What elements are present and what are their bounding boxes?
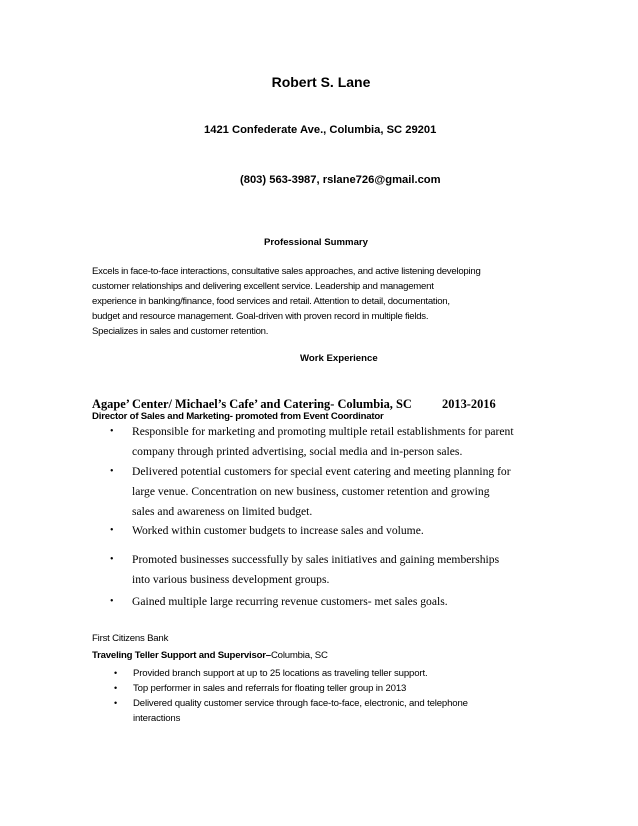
- bullet-text-line: into various business development groups.: [132, 573, 330, 586]
- work-experience-heading: Work Experience: [300, 353, 378, 364]
- job1-employer: Agape’ Center/ Michael’s Cafe’ and Catering- Columbia, SC: [92, 397, 412, 411]
- job2-employer: First Citizens Bank: [92, 633, 169, 644]
- summary-line: Excels in face-to-face interactions, consultative sales approaches, and active listening developing: [92, 266, 481, 277]
- job1-role: Director of Sales and Marketing- promoted from Event Coordinator: [92, 411, 384, 422]
- bullet-text-line: Delivered quality customer service through face-to-face, electronic, and telephone: [133, 698, 468, 709]
- bullet-icon: •: [110, 466, 114, 477]
- bullet-text-line: interactions: [133, 713, 181, 724]
- bullet-icon: •: [110, 525, 114, 536]
- bullet-text-line: Provided branch support at up to 25 locations as traveling teller support.: [133, 668, 428, 679]
- address-line: 1421 Confederate Ave., Columbia, SC 29201: [204, 124, 437, 136]
- bullet-icon: •: [114, 668, 118, 678]
- summary-line: budget and resource management. Goal-driven with proven record in multiple fields.: [92, 311, 429, 322]
- bullet-text-line: Responsible for marketing and promoting multiple retail establishments for parent: [132, 425, 514, 438]
- bullet-text-line: large venue. Concentration on new business, customer retention and growing: [132, 485, 490, 498]
- bullet-text-line: Top performer in sales and referrals for floating teller group in 2013: [133, 683, 407, 694]
- job1-dates: 2013-2016: [442, 397, 496, 411]
- bullet-icon: •: [110, 554, 114, 565]
- bullet-text-line: Gained multiple large recurring revenue customers- met sales goals.: [132, 595, 448, 608]
- summary-line: Specializes in sales and customer retention.: [92, 326, 269, 337]
- bullet-text-line: company through printed advertising, social media and in-person sales.: [132, 445, 463, 458]
- bullet-text-line: Promoted businesses successfully by sales initiatives and gaining memberships: [132, 553, 500, 566]
- summary-line: customer relationships and delivering excellent service. Leadership and management: [92, 281, 434, 292]
- job2-role-location: Columbia, SC: [270, 650, 328, 661]
- job2-role-title: Traveling Teller Support and Supervisor–: [92, 650, 271, 661]
- bullet-icon: •: [110, 426, 114, 437]
- contact-line: (803) 563-3987, rslane726@gmail.com: [240, 174, 441, 186]
- resume-name: Robert S. Lane: [271, 74, 371, 90]
- summary-line: experience in banking/finance, food services and retail. Attention to detail, documentation,: [92, 296, 450, 307]
- bullet-icon: •: [110, 596, 114, 607]
- bullet-text-line: Delivered potential customers for special event catering and meeting planning for: [132, 465, 511, 478]
- bullet-icon: •: [114, 698, 118, 708]
- professional-summary-heading: Professional Summary: [264, 237, 368, 248]
- bullet-text-line: Worked within customer budgets to increase sales and volume.: [132, 524, 424, 537]
- bullet-icon: •: [114, 683, 118, 693]
- bullet-text-line: sales and awareness on limited budget.: [132, 505, 313, 518]
- job2-role: [92, 650, 328, 661]
- professional-summary: [92, 264, 542, 339]
